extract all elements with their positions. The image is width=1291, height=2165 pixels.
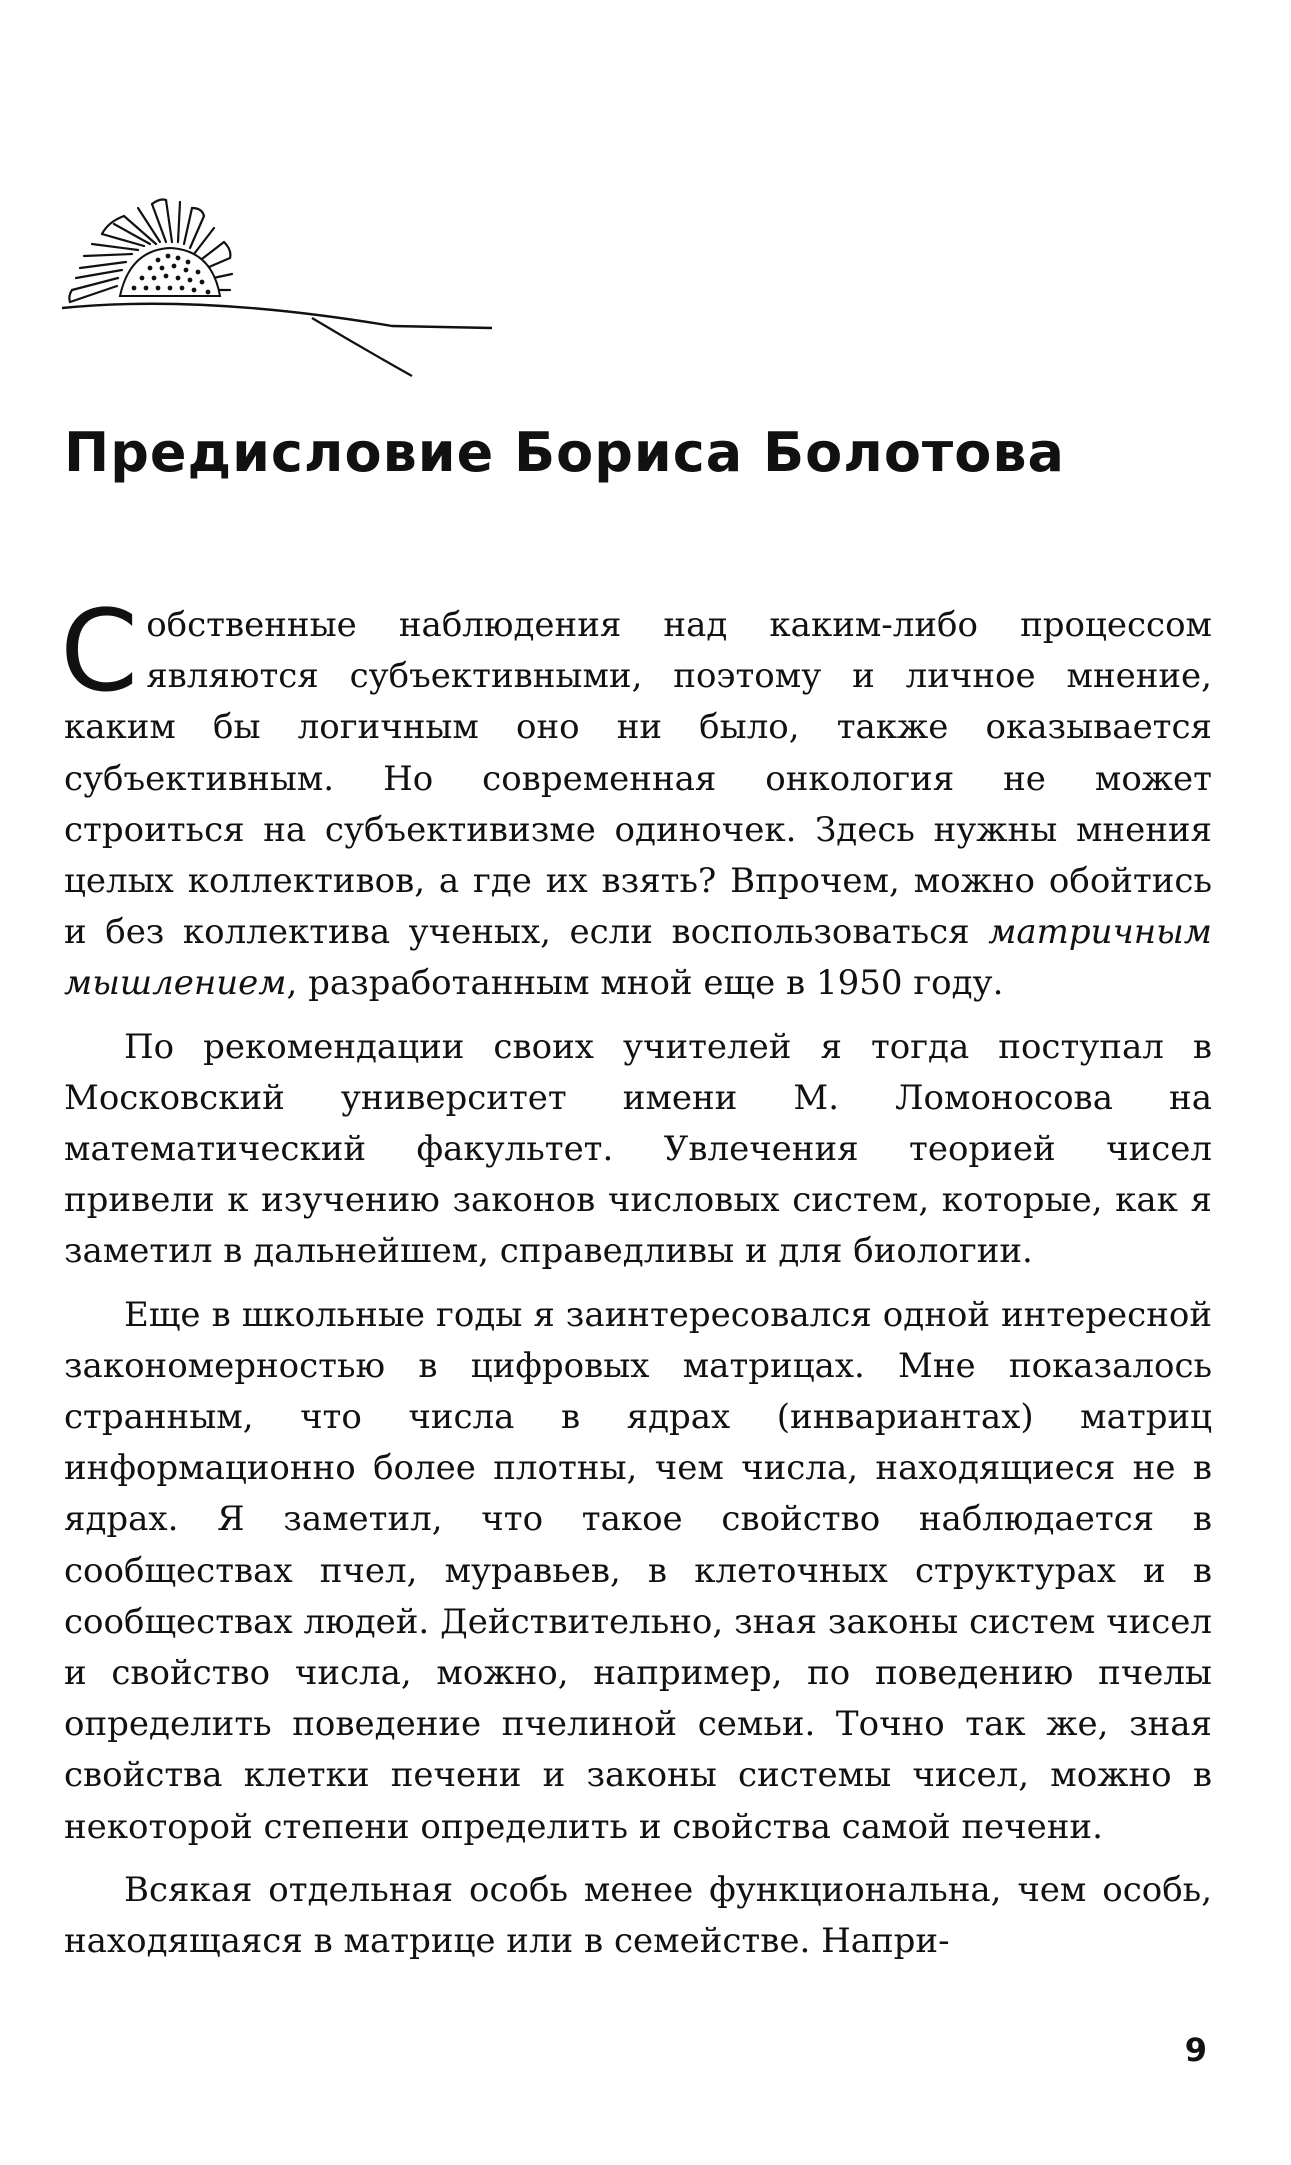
emphasis-matrix-thinking: матричным мышлением	[64, 912, 1212, 1004]
sunflower-ornament-icon	[62, 198, 502, 398]
paragraph-1-text-after: , разработанным мной еще в 1950 году.	[286, 963, 1004, 1004]
paragraph-2: По рекомендации своих учителей я тогда поступал в Московский университет имени М. Ломоносова на математический факультет. Увлечения теорией чисел привели к изучению законов числовых систем, которые, как я заметил в дальнейшем, справедливы и для биологии.	[64, 1026, 1212, 1272]
paragraph-4: Всякая отдельная особь менее функциональна, чем особь, находящаяся в матрице или в семействе. Напри-	[64, 1869, 1212, 1962]
paragraph-1	[60, 587, 1212, 1010]
drop-cap: С	[60, 587, 139, 717]
paragraph-1-text-before: обственные наблюдения над каким-либо процессом являются субъективными, поэтому и личное мнение, каким бы логичным оно ни было, также оказывается субъективным. Но современная онкология не может строиться на субъективизме одиночек. Здесь нужны мнения целых коллективов, а где их взять? Впрочем, можно обойтись и без коллектива ученых, если воспользоваться	[64, 605, 1212, 953]
body-text	[60, 587, 1212, 1979]
paragraph-3: Еще в школьные годы я заинтересовался одной интересной закономерностью в цифровых матрицах. Мне показалось странным, что числа в ядрах (инвариантах) матриц информационно более плотны, чем числа, находящиеся не в ядрах. Я заметил, что такое свойство наблюдается в сообществах пчел, муравьев, в клеточных структурах и в сообществах людей. Действительно, зная законы систем чисел и свойство числа, можно, например, по поведению пчелы определить поведение пчелиной семьи. Точно так же, зная свойства клетки печени и законы системы чисел, можно в некоторой степени определить и свойства самой печени.	[64, 1294, 1212, 1847]
chapter-title: Предисловие Бориса Болотова	[64, 421, 1065, 484]
page-number: 9	[1184, 2031, 1207, 2069]
